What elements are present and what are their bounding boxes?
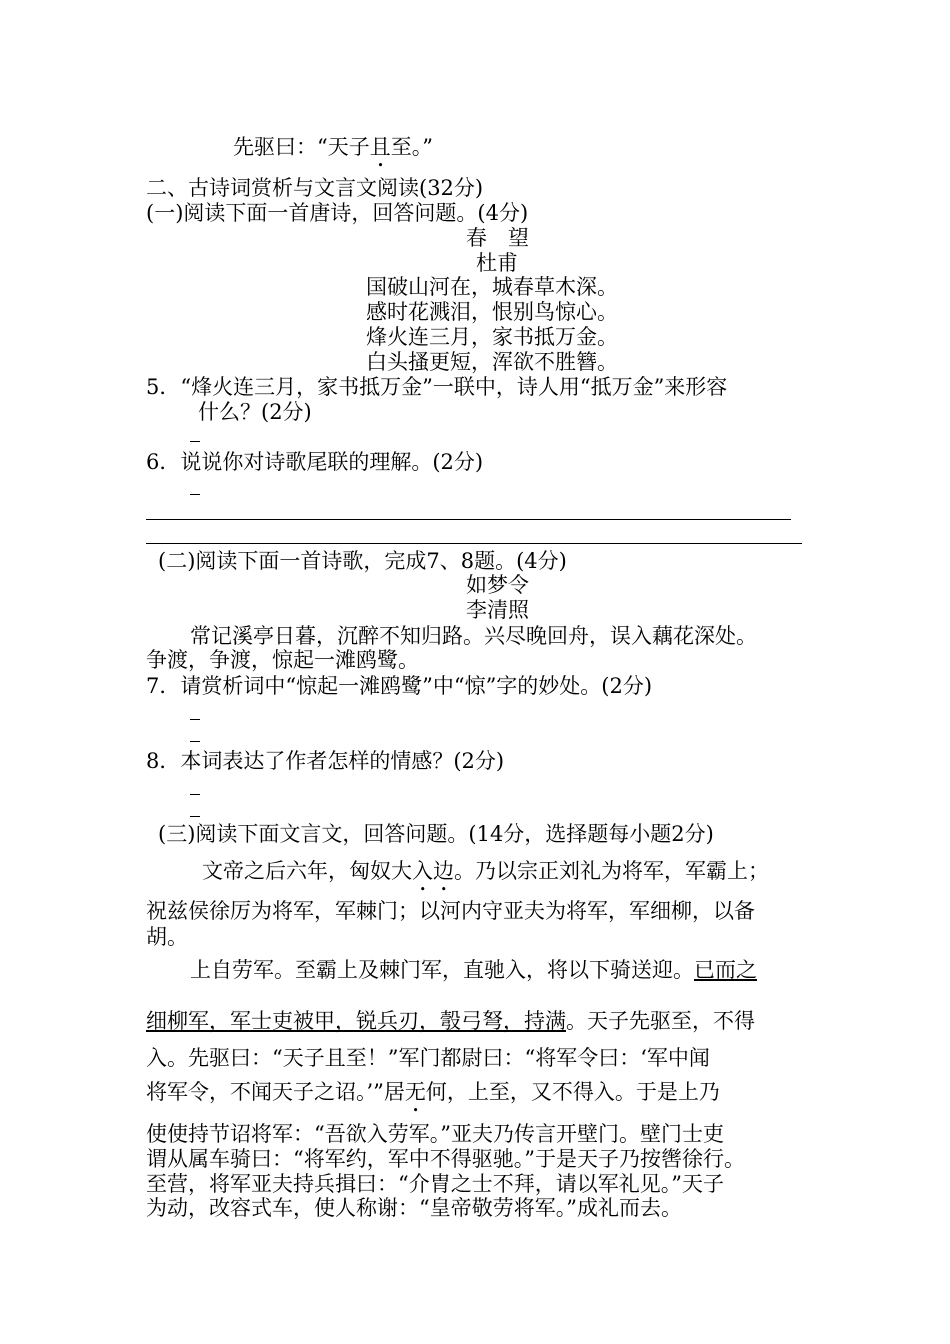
poem2-line1: 常记溪亭日暮，沉醉不知归路。兴尽晚回舟，误入藕花深处。 [190,624,757,648]
emphasis-text: 无 [404,1080,426,1104]
answer-blank [190,816,200,817]
poem2-title: 如梦令 [466,573,529,597]
top-line-post: 至。” [390,135,433,159]
answer-line [146,519,791,520]
answer-blank [190,794,200,795]
poem1-line: 感时花溅泪，恨别鸟惊心。 [366,300,618,324]
poem1-line: 白头搔更短，浑欲不胜簪。 [366,350,618,374]
top-line-pre: 先驱曰：“天子 [233,135,370,159]
passage-line [202,859,769,896]
underlined-text: 已而之 [694,958,757,982]
poem2-author: 李清照 [466,598,529,622]
poem1-line: 国破山河在，城春草木深。 [366,275,618,299]
emphasis-text: 入边 [412,859,454,883]
question-6: 6．说说你对诗歌尾联的理解。(2分) [146,450,484,474]
part2-instruction: (二)阅读下面一首诗歌，完成7、8题。(4分) [158,549,567,573]
section2-heading: 二、古诗词赏析与文言文阅读(32分) [146,176,484,200]
passage-line [146,1080,720,1117]
poem1-author: 杜甫 [476,251,518,275]
answer-line [146,543,802,544]
part1-instruction: (一)阅读下面一首唐诗，回答问题。(4分) [146,201,529,225]
part3-instruction: (三)阅读下面文言文，回答问题。(14分，选择题每小题2分) [158,822,714,846]
passage-line [190,958,757,983]
passage-text: 何，上至，又不得入。于是上乃 [425,1080,720,1104]
passage-text: 。天子先驱至，不得 [566,1009,755,1033]
passage-text: 文帝之后六年，匈奴大 [202,859,412,883]
emphasis-mark-char: 且 [369,135,391,159]
answer-blank [190,741,200,742]
passage-text: 。乃以宗正刘礼为将军，军霸上； [454,859,769,883]
passage-line: 胡。 [146,925,188,949]
poem1-title: 春 望 [466,226,529,250]
question-7: 7．请赏析词中“惊起一滩鸥鹭”中“惊”字的妙处。(2分) [146,674,653,698]
answer-blank [190,719,200,720]
poem2-line2: 争渡，争渡，惊起一滩鸥鹭。 [146,648,419,672]
answer-blank [190,494,200,495]
answer-blank [190,441,200,442]
passage-line: 谓从属车骑曰：“将军约，军中不得驱驰。”于是天子乃按辔徐行。 [146,1147,745,1171]
poem1-line: 烽火连三月，家书抵万金。 [366,325,618,349]
question-8: 8．本词表达了作者怎样的情感？(2分) [146,749,505,773]
passage-line: 祝兹侯徐厉为将军，军棘门；以河内守亚夫为将军，军细柳，以备 [146,899,755,923]
passage-text: 上自劳军。至霸上及棘门军，直驰入，将以下骑送迎。 [190,958,694,982]
passage-line [146,1009,755,1034]
question-5-line2: 什么？(2分) [198,400,312,424]
passage-line: 入。先驱曰：“天子且至！”军门都尉曰：“将军令曰：‘军中闻 [146,1046,710,1070]
question-5-line1: 5．“烽火连三月，家书抵万金”一联中，诗人用“抵万金”来形容 [146,375,728,399]
underlined-text: 细柳军，军士吏被甲，锐兵刃，彀弓弩，持满 [146,1009,566,1033]
passage-line: 使使持节诏将军：“吾欲入劳军。”亚夫乃传言开壁门。壁门士吏 [146,1122,724,1146]
passage-line: 至营，将军亚夫持兵揖曰：“介胄之士不拜，请以军礼见。”天子 [146,1172,724,1196]
top-line [233,135,433,172]
passage-text: 将军令，不闻天子之诏。’”居 [146,1080,405,1104]
passage-line: 为动，改容式车，使人称谢：“皇帝敬劳将军。”成礼而去。 [146,1196,682,1220]
